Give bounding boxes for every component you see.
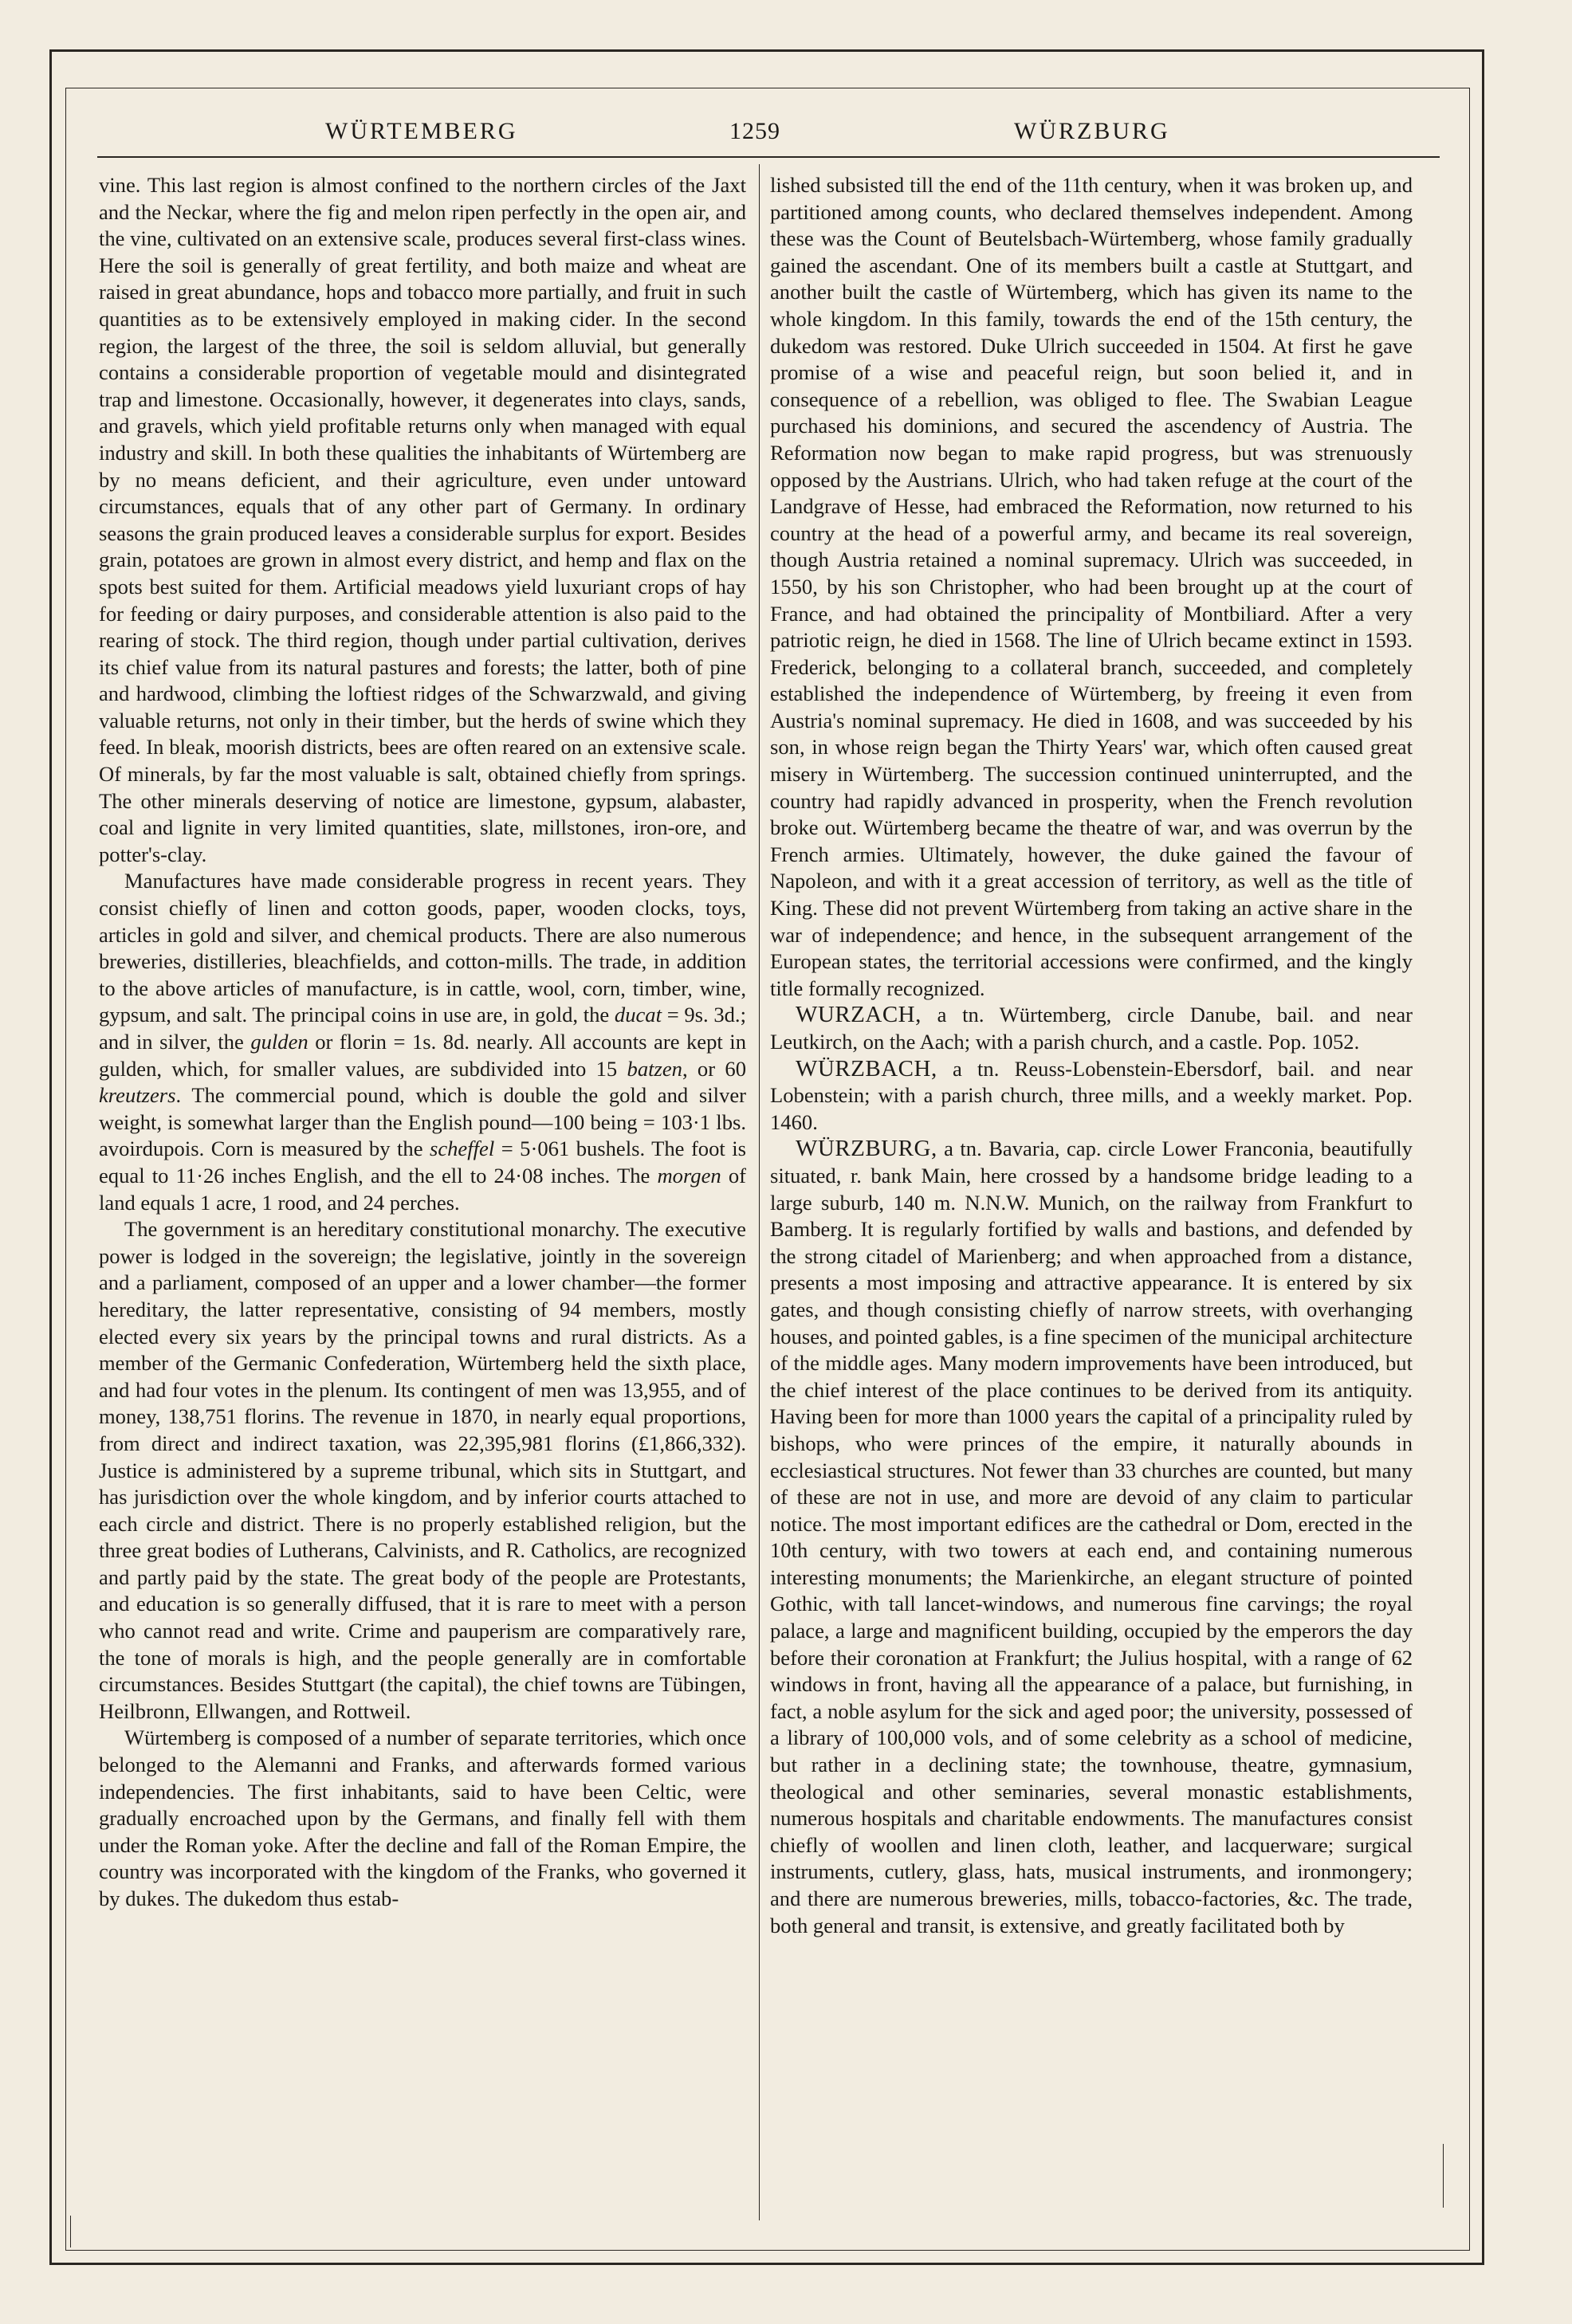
page-number: 1259 [729,118,780,144]
entry-heading: WURZACH, [796,1002,922,1028]
entry-heading: WÜRZBACH, [796,1055,937,1082]
column-divider [759,164,760,2220]
header-rule [97,156,1440,158]
margin-mark-left [70,2216,71,2247]
left-column [99,172,746,2220]
entry-wurzburg: WÜRZBURG, a tn. Bavaria, cap. circle Lower Franconia, beautifully situated, r. bank Main, here crossed by a handsome bridge leading to a large suburb, 140 m. N.N.W. Munich, on the railway from Frankfurt to Bamberg. It is regularly fortified by walls and bastions, and defended by the strong citadel of Marienberg; and when approached from a distance, presents a most imposing and attractive appearance. It is entered by six gates, and though consisting chiefly of narrow streets, with overhanging houses, and pointed gables, is a fine specimen of the municipal architecture of the middle ages. Many modern improvements have been introduced, but the chief interest of the place continues to be derived from its antiquity. Having been for more than 1000 years the capital of a principality ruled by bishops, who were princes of the empire, it naturally abounds in ecclesiastical structures. Not fewer than 33 churches are counted, but many of these are not in use, and more are devoid of any claim to particular notice. The most important edifices are the cathedral or Dom, erected in the 10th century, with two towers at each end, and containing numerous interesting monuments; the Marienkirche, an elegant structure of pointed Gothic, with tall lancet-windows, and numerous fine carvings; the royal palace, a large and magnificent building, occupied by the emperors the day before their coronation at Frankfurt; the Julius hospital, with a range of 62 windows in front, having all the appearance of a palace, but furnishing, in fact, a noble asylum for the sick and aged poor; the university, possessed of a library of 100,000 vols, and of some celebrity as a school of medicine, but rather in a declining state; the townhouse, theatre, gymnasium, theological and other seminaries, several monastic establishments, numerous hospitals and charitable endowments. The manufactures consist chiefly of woollen and linen cloth, leather, and lacquerware; surgical instruments, cutlery, glass, hats, musical instruments, and ironmongery; and there are numerous breweries, mills, tobacco-factories, &c. The trade, both general and transit, is extensive, and greatly facilitated both by [770,1136,1413,1937]
paragraph-history-continued: lished subsisted till the end of the 11th century, when it was broken up, and partitioned among counts, who declared themselves independent. Among these was the Count of Beutelsbach-Würtemberg, whose family gradually gained the ascendant. One of its members built a castle at Stuttgart, and another built the castle of Würtemberg, which has given its name to the whole kingdom. In this family, towards the end of the 15th century, the dukedom was restored. Duke Ulrich succeeded in 1504. At first he gave promise of a wise and peaceful reign, but soon belied it, and in consequence of a rebellion, was obliged to flee. The Swabian League purchased his dominions, and secured the ascendency of Austria. The Reformation now began to make rapid progress, but was strenuously opposed by the Austrians. Ulrich, who had taken refuge at the court of the Landgrave of Hesse, had embraced the Reformation, now returned to his country at the head of a powerful army, and became its real sovereign, though Austria retained a nominal supremacy. Ulrich was succeeded, in 1550, by his son Christopher, who had been brought up at the court of France, and had obtained the principality of Montbiliard. After a very patriotic reign, he died in 1568. The line of Ulrich became extinct in 1593. Frederick, belonging to a collateral branch, succeeded, and completely established the independence of Würtemberg, by freeing it even from Austria's nominal supremacy. He died in 1608, and was succeeded by his son, in whose reign began the Thirty Years' war, which often caused great misery in Würtemberg. The succession continued uninterrupted, and the country had rapidly advanced in prosperity, when the French revolution broke out. Würtemberg became the theatre of war, and was overrun by the French armies. Ultimately, however, the duke gained the favour of Napoleon, and with it a great accession of territory, as well as the title of King. These did not prevent Würtemberg from taking an active share in the war of independence; and hence, in the subsequent arrangement of the European states, the territorial accessions were confirmed, and the kingly title formally recognized. [770,173,1413,1000]
paragraph-government: The government is an hereditary constitutional monarchy. The executive power is lodged in the sovereign; the legislative, jointly in the sovereign and a parliament, composed of an upper and a lower chamber—the former hereditary, the latter representative, consisting of 94 members, mostly elected every six years by the principal towns and rural districts. As a member of the Germanic Confederation, Würtemberg held the sixth place, and had four votes in the plenum. Its contingent of men was 13,955, and of money, 138,751 florins. The revenue in 1870, in nearly equal proportions, from direct and indirect taxation, was 22,395,981 florins (£1,866,332). Justice is administered by a supreme tribunal, which sits in Stuttgart, and has jurisdiction over the whole kingdom, and by inferior courts attached to each circle and district. There is no properly established religion, but the three great bodies of Lutherans, Calvinists, and R. Catholics, are recognized and partly paid by the state. The great body of the people are Protestants, and education is so generally diffused, that it is rare to meet with a person who cannot read and write. Crime and pauperism are comparatively rare, the tone of morals is high, and the people generally are in comfortable circumstances. Besides Stuttgart (the capital), the chief towns are Tübingen, Heilbronn, Ellwangen, and Rottweil. [99,1217,746,1723]
margin-mark-right [1443,2144,1444,2208]
entry-wurzbach: WÜRZBACH, a tn. Reuss-Lobenstein-Ebersdorf, bail. and near Lobenstein; with a parish church, three mills, and a weekly market. Pop. 1460. [770,1055,1413,1134]
entry-heading: WÜRZBURG, [796,1136,937,1162]
paragraph-history: Würtemberg is composed of a number of separate territories, which once belonged to the Alemanni and Franks, and afterwards formed various independencies. The first inhabitants, said to have been Celtic, were gradually encroached upon by the Germans, and finally fell with them under the Roman yoke. After the decline and fall of the Roman Empire, the country was incorporated with the kingdom of the Franks, who governed it by dukes. The dukedom thus estab- [99,1725,746,1910]
paragraph-manufactures: Manufactures have made considerable progress in recent years. They consist chiefly of linen and cotton goods, paper, wooden clocks, toys, articles in gold and silver, and chemical products. There are also numerous breweries, distilleries, bleachfields, and cotton-mills. The trade, in addition to the above articles of manufacture, is in cattle, wool, corn, timber, wine, gypsum, and salt. The principal coins in use are, in gold, the ducat = 9s. 3d.; and in silver, the gulden or florin = 1s. 8d. nearly. All accounts are kept in gulden, which, for smaller values, are subdivided into 15 batzen, or 60 kreutzers. The commercial pound, which is double the gold and silver weight, is somewhat larger than the English pound—100 being = 103·1 lbs. avoirdupois. Corn is measured by the scheffel = 5·061 bushels. The foot is equal to 11·26 inches English, and the ell to 24·08 inches. The morgen of land equals 1 acre, 1 rood, and 24 perches. [99,869,746,1215]
right-column [770,172,1413,2220]
running-head-right: WÜRZBURG [1014,118,1170,144]
entry-wurzach: WURZACH, a tn. Würtemberg, circle Danube, bail. and near Leutkirch, on the Aach; with a parish church, and a castle. Pop. 1052. [770,1002,1413,1054]
paragraph-agriculture: vine. This last region is almost confined to the northern circles of the Jaxt and the Neckar, where the fig and melon ripen perfectly in the open air, and the vine, cultivated on an extensive scale, produces several first-class wines. Here the soil is generally of great fertility, and both maize and wheat are raised in great abundance, hops and tobacco more partially, and fruit in such quantities as to be extensively employed in making cider. In the second region, the largest of the three, the soil is seldom alluvial, but generally contains a considerable proportion of vegetable mould and disintegrated trap and limestone. Occasionally, however, it degenerates into clays, sands, and gravels, which yield profitable returns only when managed with equal industry and skill. In both these qualities the inhabitants of Würtemberg are by no means deficient, and their agriculture, even under untoward circumstances, equals that of any other part of Germany. In ordinary seasons the grain produced leaves a considerable surplus for export. Besides grain, potatoes are grown in almost every district, and hemp and flax on the spots best suited for them. Artificial meadows yield luxuriant crops of hay for feeding or dairy purposes, and considerable attention is also paid to the rearing of stock. The third region, though under partial cultivation, derives its chief value from its natural pastures and forests; the latter, both of pine and hardwood, climbing the loftiest ridges of the Schwarzwald, and giving valuable returns, not only in their timber, but the herds of swine which they feed. In bleak, moorish districts, bees are often reared on an extensive scale. Of minerals, by far the most valuable is salt, obtained chiefly from springs. The other minerals deserving of notice are limestone, gypsum, alabaster, coal and lignite in very limited quantities, slate, millstones, iron-ore, and potter's-clay. [99,173,746,866]
running-head-left: WÜRTEMBERG [325,118,518,144]
